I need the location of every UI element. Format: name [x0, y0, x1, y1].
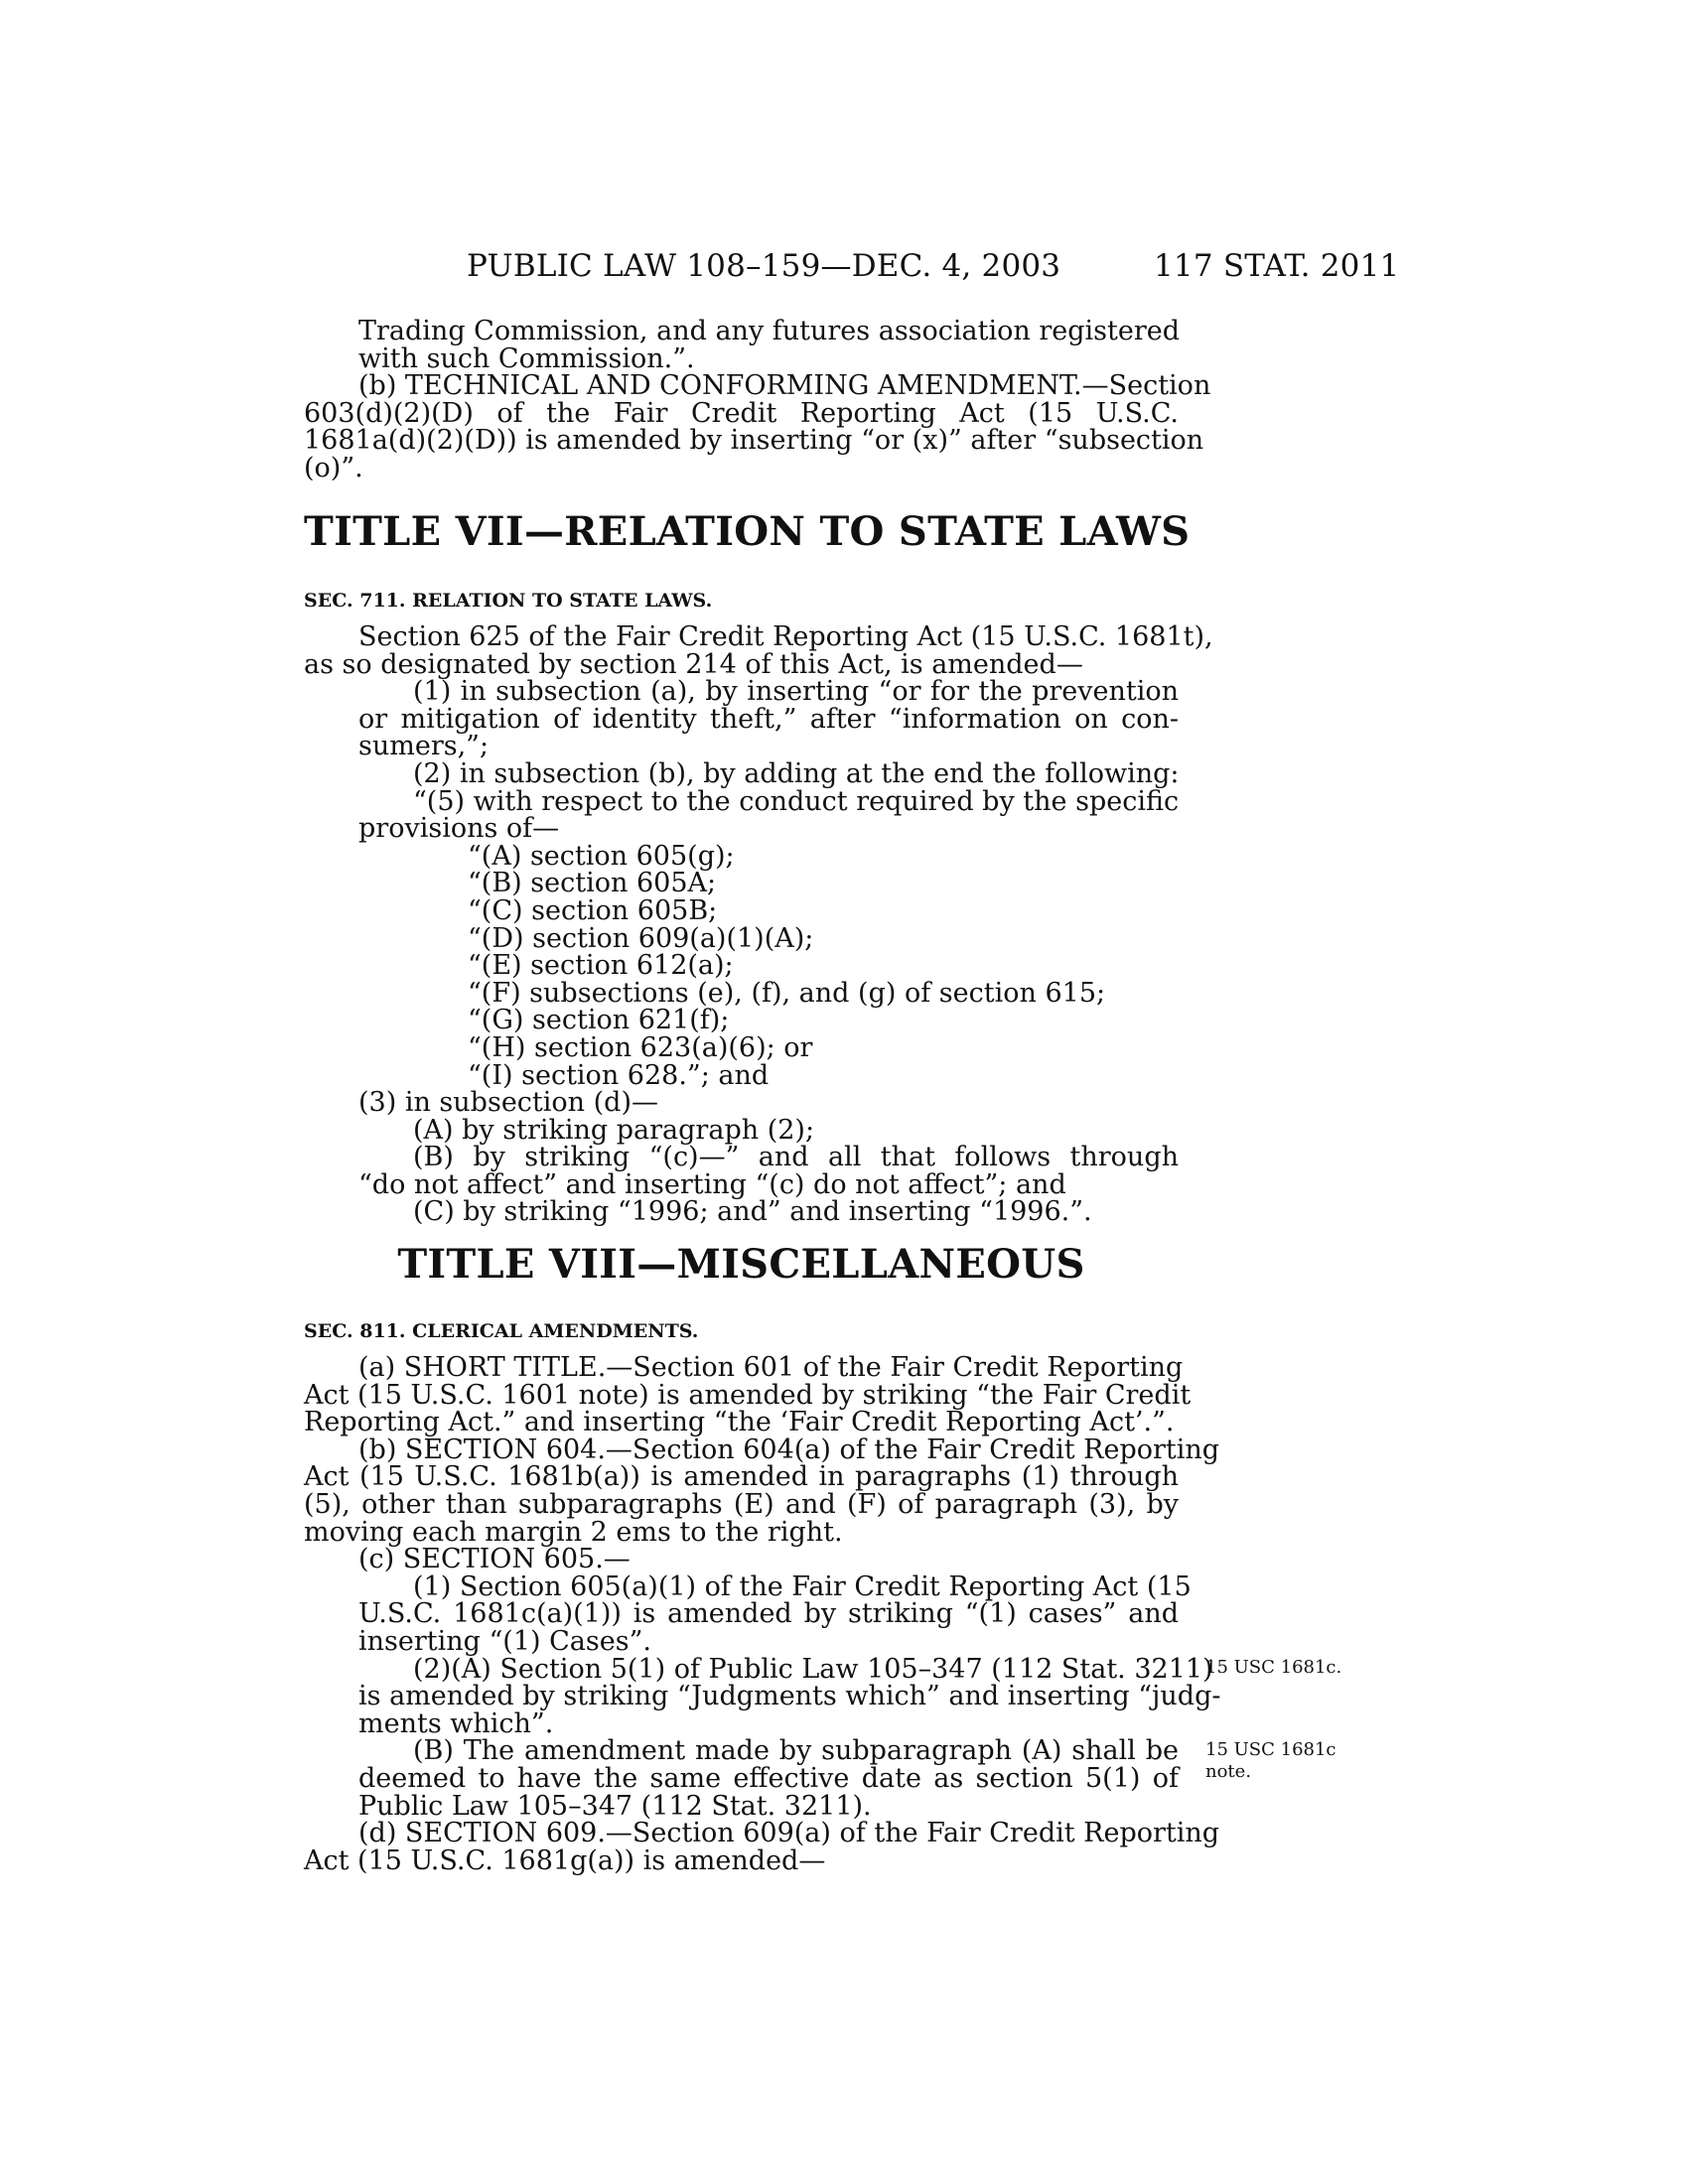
- section-heading-711: SEC. 711. RELATION TO STATE LAWS.: [304, 590, 713, 612]
- text-line: Act (15 U.S.C. 1681b(a)) is amended in paragraphs (1) through: [304, 1461, 1179, 1493]
- text-line: “(A) section 605(g);: [468, 840, 735, 872]
- text-line: Section 625 of the Fair Credit Reporting Act (15 U.S.C. 1681t),: [358, 621, 1213, 652]
- text-line: “(C) section 605B;: [468, 894, 718, 926]
- text-line: (B) by striking “(c)—” and all that follows through: [413, 1142, 1179, 1173]
- text-line: (a) SHORT TITLE.—Section 601 of the Fair Credit Reporting: [358, 1352, 1184, 1383]
- text-line: “(G) section 621(f);: [468, 1005, 730, 1036]
- section-811-body: [304, 1352, 1221, 1876]
- text-line: provisions of—: [358, 813, 560, 845]
- text-line: moving each margin 2 ems to the right.: [304, 1516, 843, 1548]
- text-line: “(F) subsections (e), (f), and (g) of section 615;: [468, 977, 1106, 1009]
- text-line: 1681a(d)(2)(D)) is amended by inserting “or (x)” after “subsection: [304, 425, 1204, 457]
- text-line: U.S.C. 1681c(a)(1)) is amended by striking “(1) cases” and: [358, 1598, 1179, 1630]
- text-line: “(B) section 605A;: [468, 868, 717, 899]
- text-line: as so designated by section 214 of this Act, is amended—: [304, 648, 1083, 680]
- text-line: (o)”.: [304, 452, 363, 483]
- text-line: sumers,”;: [358, 731, 490, 762]
- text-block-continuation: [304, 316, 1211, 483]
- margin-note-1: 15 USC 1681c.: [1205, 1657, 1342, 1678]
- text-line: (C) by striking “1996; and” and inserting “1996.”.: [413, 1196, 1092, 1228]
- text-line: or mitigation of identity theft,” after “information on con-: [358, 703, 1179, 735]
- text-line: Act (15 U.S.C. 1681g(a)) is amended—: [304, 1844, 826, 1876]
- text-line: (2) in subsection (b), by adding at the end the following:: [413, 757, 1180, 789]
- running-header-page-number: 117 STAT. 2011: [1154, 248, 1400, 284]
- text-line: (b) SECTION 604.—Section 604(a) of the Fair Credit Reporting: [358, 1433, 1220, 1465]
- text-line: “(H) section 623(a)(6); or: [468, 1031, 813, 1063]
- text-line: is amended by striking “Judgments which” and inserting “judg-: [358, 1681, 1221, 1712]
- text-line: inserting “(1) Cases”.: [358, 1625, 651, 1657]
- title-heading-viii: TITLE VIII—MISCELLANEOUS: [397, 1241, 1085, 1288]
- text-line: Reporting Act.” and inserting “the ‘Fair Credit Reporting Act’.”.: [304, 1407, 1175, 1438]
- text-line: (3) in subsection (d)—: [358, 1087, 658, 1119]
- text-line: Public Law 105–347 (112 Stat. 3211).: [358, 1790, 872, 1822]
- text-line: with such Commission.”.: [358, 342, 695, 374]
- text-line: Act (15 U.S.C. 1601 note) is amended by striking “the Fair Credit: [304, 1379, 1192, 1411]
- margin-note-2: 15 USC 1681c note.: [1205, 1739, 1336, 1782]
- section-heading-811: SEC. 811. CLERICAL AMENDMENTS.: [304, 1320, 699, 1342]
- text-line: Trading Commission, and any futures association registered: [358, 316, 1181, 346]
- text-line: (5), other than subparagraphs (E) and (F) of paragraph (3), by: [304, 1488, 1179, 1520]
- text-line: ments which”.: [358, 1707, 554, 1739]
- text-line: (b) TECHNICAL AND CONFORMING AMENDMENT.—Section: [358, 370, 1211, 402]
- text-line: (d) SECTION 609.—Section 609(a) of the Fair Credit Reporting: [358, 1818, 1220, 1849]
- running-header-left: PUBLIC LAW 108–159—DEC. 4, 2003: [467, 248, 1061, 284]
- text-line: “(E) section 612(a);: [468, 950, 734, 982]
- text-line: “do not affect” and inserting “(c) do not affect”; and: [358, 1168, 1066, 1200]
- section-711-body: [304, 621, 1213, 1228]
- text-line: “(I) section 628.”; and: [468, 1059, 770, 1091]
- text-line: (c) SECTION 605.—: [358, 1544, 631, 1575]
- text-line: (1) in subsection (a), by inserting “or for the prevention: [413, 676, 1179, 708]
- title-heading-vii: TITLE VII—RELATION TO STATE LAWS: [304, 508, 1191, 555]
- text-line: “(D) section 609(a)(1)(A);: [468, 922, 814, 954]
- text-line: (B) The amendment made by subparagraph (A) shall be: [413, 1735, 1179, 1767]
- text-line: (2)(A) Section 5(1) of Public Law 105–347 (112 Stat. 3211): [413, 1653, 1213, 1685]
- text-line: deemed to have the same effective date as section 5(1) of: [358, 1762, 1179, 1794]
- text-line: (1) Section 605(a)(1) of the Fair Credit Reporting Act (15: [413, 1570, 1192, 1602]
- text-line: 603(d)(2)(D) of the Fair Credit Reporting Act (15 U.S.C.: [304, 397, 1179, 429]
- text-line: “(5) with respect to the conduct required by the specific: [413, 785, 1180, 817]
- text-line: (A) by striking paragraph (2);: [413, 1114, 815, 1146]
